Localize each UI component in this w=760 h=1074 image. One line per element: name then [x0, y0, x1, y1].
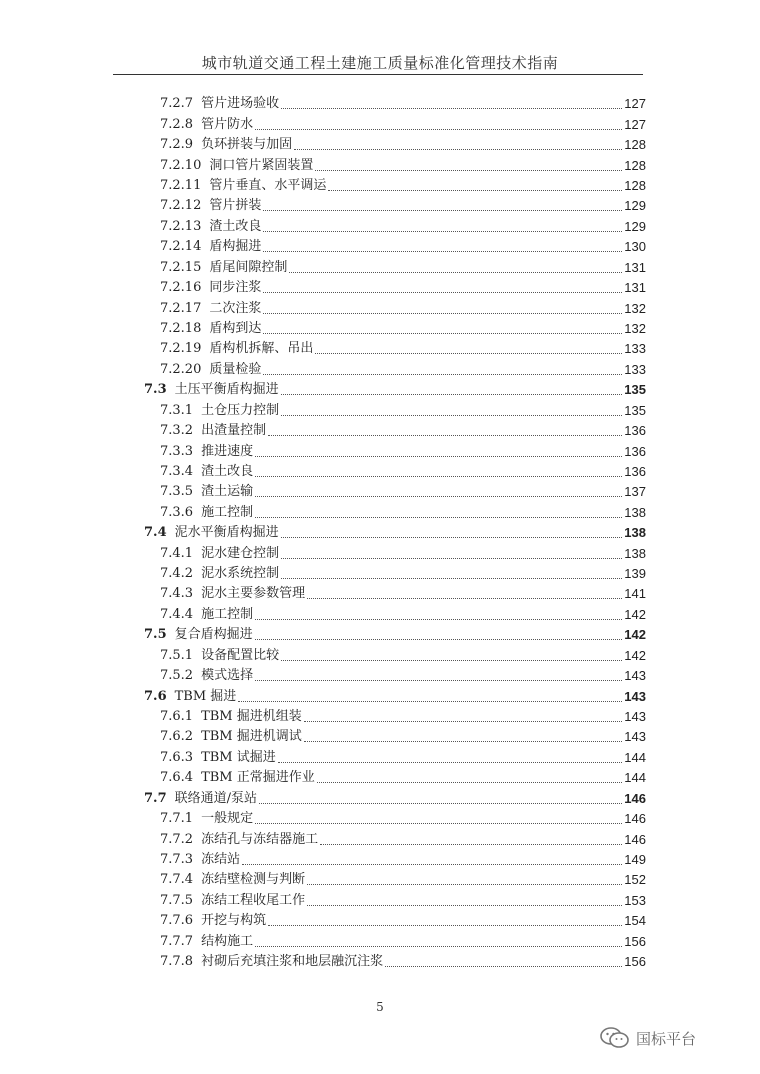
toc-entry-page: 135 — [624, 382, 646, 398]
dot-leader — [281, 659, 622, 661]
dot-leader — [307, 883, 622, 885]
toc-entry[interactable] — [160, 827, 646, 847]
toc-entry[interactable] — [160, 766, 646, 786]
toc-entry-page: 130 — [624, 239, 646, 255]
toc-entry-title: 复合盾构掘进 — [174, 627, 253, 643]
toc-entry-number: 7.2.13 — [160, 218, 202, 234]
dot-leader — [289, 271, 622, 273]
toc-entry[interactable] — [160, 439, 646, 459]
toc-entry-page: 143 — [624, 688, 646, 704]
toc-entry[interactable] — [160, 868, 646, 888]
toc-entry-title: 负环拼装与加固 — [201, 137, 293, 153]
toc-entry-page: 127 — [624, 96, 646, 112]
toc-entry-number: 7.2.14 — [160, 239, 202, 255]
toc-entry-page: 152 — [624, 872, 646, 888]
toc-entry-page: 146 — [624, 811, 646, 827]
toc-entry-number: 7.7.2 — [160, 831, 194, 847]
toc-entry[interactable] — [160, 725, 646, 745]
dot-leader — [304, 720, 622, 722]
toc-entry[interactable] — [160, 460, 646, 480]
toc-entry-page: 131 — [624, 280, 646, 296]
toc-entry-number: 7.2.8 — [160, 116, 194, 132]
toc-entry-title: 冻结孔与冻结器施工 — [201, 831, 319, 847]
dot-leader — [255, 945, 622, 947]
toc-entry-title: 冻结工程收尾工作 — [201, 892, 306, 908]
toc-entry-page: 136 — [624, 423, 646, 439]
toc-entry-title: 模式选择 — [201, 668, 254, 684]
toc-entry-number: 7.4.1 — [160, 545, 194, 561]
dot-leader — [259, 802, 622, 804]
toc-entry[interactable] — [160, 357, 646, 377]
toc-entry-number: 7.4.3 — [160, 586, 194, 602]
toc-entry-title: 渣土改良 — [201, 463, 254, 479]
dot-leader — [328, 189, 622, 191]
dot-leader — [255, 455, 622, 457]
toc-entry[interactable] — [160, 255, 646, 275]
toc-entry-title: 盾尾间隙控制 — [209, 259, 288, 275]
toc-entry-title: 衬砌后充填注浆和地层融沉注浆 — [201, 954, 384, 970]
dot-leader — [255, 638, 622, 640]
dot-leader — [294, 148, 622, 150]
toc-entry-number: 7.6.1 — [160, 708, 194, 724]
toc-entry-title: 施工控制 — [201, 606, 254, 622]
toc-entry-number: 7.3.1 — [160, 402, 194, 418]
toc-entry-page: 132 — [624, 300, 646, 316]
dot-leader — [315, 169, 622, 171]
toc-entry-page: 144 — [624, 770, 646, 786]
dot-leader — [304, 740, 622, 742]
toc-entry-number: 7.3.4 — [160, 463, 194, 479]
toc-entry-page: 142 — [624, 647, 646, 663]
toc-entry-number: 7.7 — [144, 790, 167, 806]
dot-leader — [281, 107, 622, 109]
toc-entry-page: 136 — [624, 463, 646, 479]
toc-entry-page: 142 — [624, 606, 646, 622]
dot-leader — [263, 373, 622, 375]
toc-entry-number: 7.2.20 — [160, 361, 202, 377]
toc-entry[interactable] — [144, 378, 646, 398]
toc-entry-number: 7.3.5 — [160, 484, 194, 500]
toc-entry-title: 土压平衡盾构掘进 — [174, 382, 279, 398]
dot-leader — [320, 843, 622, 845]
dot-leader — [238, 700, 622, 702]
toc-entry-page: 146 — [624, 831, 646, 847]
toc-entry[interactable] — [160, 582, 646, 602]
toc-entry-page: 135 — [624, 402, 646, 418]
toc-entry-page: 144 — [624, 749, 646, 765]
dot-leader — [281, 536, 622, 538]
toc-entry[interactable] — [160, 643, 646, 663]
toc-entry-number: 7.7.8 — [160, 954, 194, 970]
toc-entry-title: 质量检验 — [209, 361, 262, 377]
toc-entry[interactable] — [160, 194, 646, 214]
toc-entry-number: 7.2.11 — [160, 178, 202, 194]
toc-entry-number: 7.2.19 — [160, 341, 202, 357]
toc-entry[interactable] — [160, 705, 646, 725]
toc-entry-page: 132 — [624, 321, 646, 336]
toc-entry-title: 一般规定 — [201, 811, 254, 827]
toc-entry-page: 133 — [624, 361, 646, 377]
toc-entry-title: 盾构机拆解、吊出 — [209, 341, 314, 357]
dot-leader — [307, 904, 622, 906]
dot-leader — [255, 495, 622, 497]
toc-entry-page: 128 — [624, 137, 646, 153]
toc-entry-number: 7.5 — [144, 627, 167, 643]
toc-entry-title: 二次注浆 — [209, 300, 262, 316]
toc-entry[interactable] — [160, 276, 646, 296]
toc-entry-page: 153 — [624, 892, 646, 908]
toc-entry-number: 7.2.12 — [160, 198, 202, 214]
toc-entry-title: 管片拼装 — [209, 198, 262, 214]
dot-leader — [268, 924, 622, 926]
toc-entry[interactable] — [144, 521, 646, 541]
toc-entry-number: 7.2.16 — [160, 280, 202, 296]
toc-entry[interactable] — [160, 174, 646, 194]
toc-entry-number: 7.7.6 — [160, 913, 194, 929]
toc-entry-number: 7.2.10 — [160, 157, 202, 173]
toc-entry-title: 联络通道/泵站 — [174, 790, 258, 806]
toc-entry-number: 7.2.18 — [160, 321, 202, 336]
toc-entry-title: 推进速度 — [201, 443, 254, 459]
toc-entry-title: 结构施工 — [201, 933, 254, 949]
toc-entry-page: 133 — [624, 341, 646, 357]
toc-entry-page: 149 — [624, 851, 646, 867]
toc-entry-number: 7.6 — [144, 688, 167, 704]
toc-entry[interactable] — [144, 623, 646, 643]
toc-entry-title: 泥水主要参数管理 — [201, 586, 306, 602]
toc-entry-page: 143 — [624, 668, 646, 684]
toc-entry[interactable] — [160, 500, 646, 520]
toc-entry-title: 开挖与构筑 — [201, 913, 267, 929]
toc-entry-number: 7.4.4 — [160, 606, 194, 622]
dot-leader — [281, 557, 622, 559]
toc-entry-page: 139 — [624, 566, 646, 582]
toc-entry[interactable] — [160, 848, 646, 868]
toc-entry[interactable] — [160, 337, 646, 357]
toc-entry-page: 127 — [624, 116, 646, 132]
toc-entry-title: 渣土改良 — [209, 218, 262, 234]
toc-entry[interactable] — [160, 153, 646, 173]
dot-leader — [278, 761, 622, 763]
toc-entry-title: 冻结站 — [201, 851, 241, 867]
dot-leader — [255, 822, 622, 824]
toc-entry[interactable] — [160, 950, 646, 970]
toc-entry-number: 7.2.17 — [160, 300, 202, 316]
toc-entry-page: 138 — [624, 525, 646, 541]
dot-leader — [255, 618, 622, 620]
toc-entry-number: 7.6.3 — [160, 749, 194, 765]
toc-entry-page: 138 — [624, 545, 646, 561]
toc-entry-number: 7.7.4 — [160, 872, 194, 888]
toc-entry[interactable] — [160, 215, 646, 235]
toc-entry-page: 141 — [624, 586, 646, 602]
toc-entry-title: 冻结壁检测与判断 — [201, 872, 306, 888]
dot-leader — [268, 434, 622, 436]
dot-leader — [281, 414, 622, 416]
toc-entry-page: 142 — [624, 627, 646, 643]
toc-entry-page: 146 — [624, 790, 646, 806]
toc-entry-number: 7.7.1 — [160, 811, 194, 827]
dot-leader — [263, 332, 622, 334]
dot-leader — [385, 965, 622, 967]
toc-entry[interactable] — [160, 419, 646, 439]
toc-entry-page: 156 — [624, 933, 646, 949]
toc-entry-page: 129 — [624, 218, 646, 234]
toc-entry[interactable] — [160, 929, 646, 949]
toc-entry[interactable] — [160, 745, 646, 765]
toc-entry-number: 7.3.6 — [160, 504, 194, 520]
toc-entry[interactable] — [160, 133, 646, 153]
dot-leader — [315, 352, 622, 354]
toc-entry[interactable] — [160, 480, 646, 500]
toc-entry-title: TBM 掘进机组装 — [201, 708, 302, 724]
toc-entry-page: 128 — [624, 178, 646, 194]
dot-leader — [255, 516, 622, 518]
toc-entry[interactable] — [160, 909, 646, 929]
toc-entry[interactable] — [160, 317, 646, 337]
toc-entry-number: 7.5.1 — [160, 647, 194, 663]
toc-entry-title: 土仓压力控制 — [201, 402, 280, 418]
dot-leader — [255, 679, 622, 681]
toc-entry[interactable] — [160, 235, 646, 255]
page-number: 5 — [376, 1000, 384, 1014]
toc-entry-number: 7.4.2 — [160, 566, 194, 582]
toc-entry-number: 7.7.7 — [160, 933, 194, 949]
dot-leader — [263, 209, 622, 211]
wechat-icon — [600, 1026, 630, 1050]
toc-entry-page: 129 — [624, 198, 646, 214]
toc-entry-title: TBM 掘进 — [174, 688, 237, 704]
header-divider — [113, 74, 643, 75]
toc-entry-number: 7.6.2 — [160, 729, 194, 745]
dot-leader — [263, 312, 622, 314]
toc-entry[interactable] — [144, 684, 646, 704]
toc-entry-page: 156 — [624, 954, 646, 970]
toc-entry-number: 7.3.2 — [160, 423, 194, 439]
toc-entry-number: 7.2.15 — [160, 259, 202, 275]
dot-leader — [255, 128, 622, 130]
toc-entry-number: 7.2.7 — [160, 96, 194, 112]
toc-entry-title: 盾构掘进 — [209, 239, 262, 255]
toc-entry-title: 渣土运输 — [201, 484, 254, 500]
dot-leader — [263, 291, 622, 293]
toc-entry-page: 154 — [624, 913, 646, 929]
toc-entry-number: 7.7.5 — [160, 892, 194, 908]
toc-entry[interactable] — [160, 562, 646, 582]
toc-entry[interactable] — [160, 92, 646, 112]
toc-entry-title: 泥水平衡盾构掘进 — [174, 525, 279, 541]
dot-leader — [263, 230, 622, 232]
toc-entry[interactable] — [160, 664, 646, 684]
toc-entry[interactable] — [144, 786, 646, 806]
toc-entry-title: 同步注浆 — [209, 280, 262, 296]
toc-entry-number: 7.7.3 — [160, 851, 194, 867]
toc-entry[interactable] — [160, 296, 646, 316]
toc-entry-page: 136 — [624, 443, 646, 459]
toc-entry-title: TBM 掘进机调试 — [201, 729, 302, 745]
toc-entry-title: 盾构到达 — [209, 321, 262, 336]
toc-entry[interactable] — [160, 888, 646, 908]
dot-leader — [317, 781, 622, 783]
toc-entry[interactable] — [160, 603, 646, 623]
toc-entry-title: 施工控制 — [201, 504, 254, 520]
dot-leader — [255, 475, 622, 477]
watermark — [600, 1026, 696, 1050]
toc-entry[interactable] — [160, 807, 646, 827]
toc-entry-page: 143 — [624, 708, 646, 724]
toc-entry-page: 143 — [624, 729, 646, 745]
page-header-title: 城市轨道交通工程土建施工质量标准化管理技术指南 — [201, 54, 559, 72]
toc-entry-title: TBM 正常掘进作业 — [201, 770, 315, 786]
toc-entry-number: 7.5.2 — [160, 668, 194, 684]
toc-entry-number: 7.6.4 — [160, 770, 194, 786]
toc-entry-number: 7.3.3 — [160, 443, 194, 459]
toc-entry-page: 138 — [624, 504, 646, 520]
toc-entry-number: 7.4 — [144, 525, 167, 541]
toc-entry-page: 131 — [624, 259, 646, 275]
toc-entry-title: 洞口管片紧固装置 — [209, 157, 314, 173]
dot-leader — [242, 863, 622, 865]
toc-entry-page: 137 — [624, 484, 646, 500]
toc-entry-title: 出渣量控制 — [201, 423, 267, 439]
toc-entry[interactable] — [160, 112, 646, 132]
toc-entry-number: 7.3 — [144, 382, 167, 398]
dot-leader — [307, 597, 622, 599]
dot-leader — [281, 577, 622, 579]
toc-entry-number: 7.2.9 — [160, 137, 194, 153]
toc-entry-title: 管片进场验收 — [201, 96, 280, 112]
toc-entry-title: 泥水系统控制 — [201, 566, 280, 582]
toc-entry-title: 管片垂直、水平调运 — [209, 178, 327, 194]
toc-entry[interactable] — [160, 541, 646, 561]
toc-entry-page: 128 — [624, 157, 646, 173]
watermark-text: 国标平台 — [636, 1029, 697, 1048]
toc-entry-title: TBM 试掘进 — [201, 749, 276, 765]
toc-entry-title: 设备配置比较 — [201, 647, 280, 663]
dot-leader — [263, 250, 622, 252]
toc-entry-title: 管片防水 — [201, 116, 254, 132]
toc-entry[interactable] — [160, 398, 646, 418]
toc-entry-title: 泥水建仓控制 — [201, 545, 280, 561]
dot-leader — [281, 393, 622, 395]
